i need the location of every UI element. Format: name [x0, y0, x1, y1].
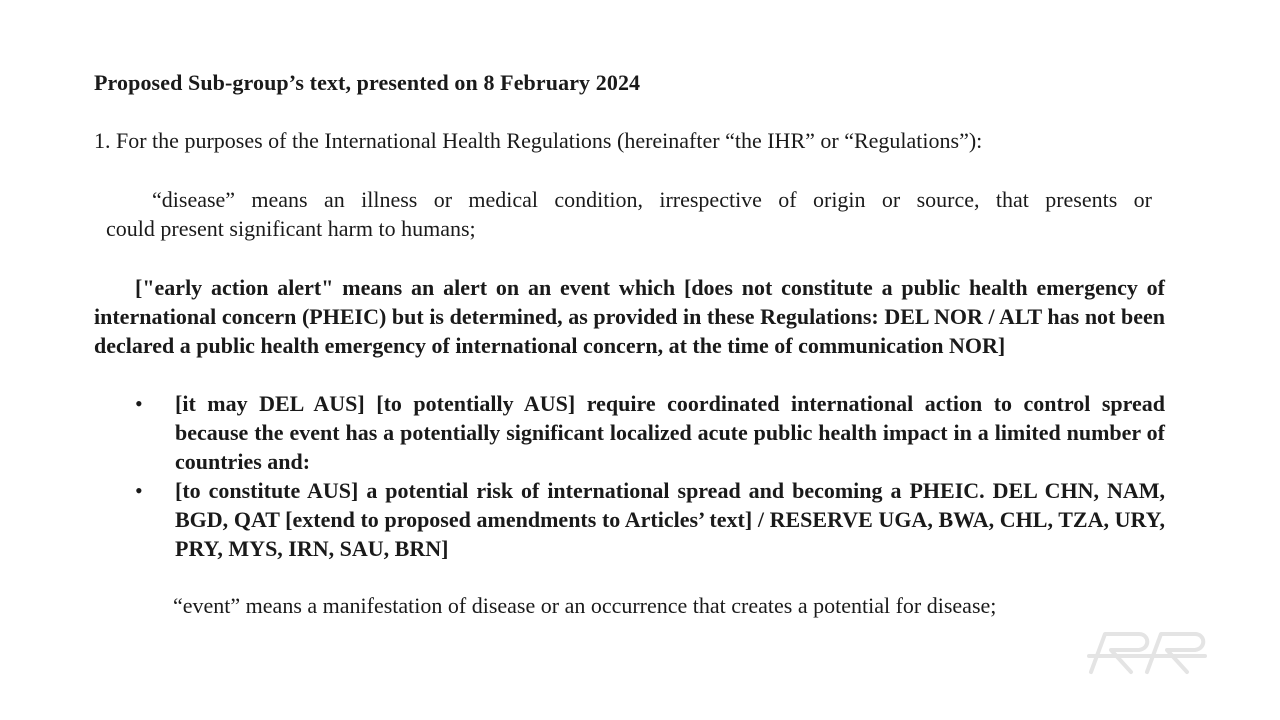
disease-definition [106, 185, 1152, 243]
disease-definition-line-1: “disease” means an illness or medical condition, irrespective of origin or source, that presents or [152, 187, 1152, 212]
bullet-icon: • [135, 391, 143, 416]
early-action-alert-definition: ["early action alert" means an alert on an event which [does not constitute a public health emergency of international concern (PHEIC) but is determined, as provided in these Regulations: DEL NOR / ALT has not been declared a public health emergency of international concern, at the time of communication NOR] [94, 275, 1165, 358]
rr-watermark-logo-icon [1087, 628, 1209, 678]
criteria-bullet-list [94, 389, 1165, 563]
list-item [94, 389, 1165, 476]
list-item [94, 476, 1165, 563]
intro-paragraph: 1. For the purposes of the International Health Regulations (hereinafter “the IHR” or “Regulations”): [94, 128, 983, 153]
event-definition: “event” means a manifestation of disease or an occurrence that creates a potential for disease; [173, 593, 997, 618]
disease-definition-line-2: could present significant harm to humans; [106, 216, 476, 241]
bullet-text-2: [to constitute AUS] a potential risk of international spread and becoming a PHEIC. DEL CHN, NAM, BGD, QAT [extend to proposed amendments to Articles’ text] / RESERVE UGA, BWA, CHL, TZA, URY, PRY, MYS, IRN, SAU, BRN] [175, 478, 1165, 561]
bullet-icon: • [135, 478, 143, 503]
document-heading: Proposed Sub-group’s text, presented on 8 February 2024 [94, 70, 641, 95]
bullet-text-1: [it may DEL AUS] [to potentially AUS] require coordinated international action to control spread because the event has a potentially significant localized acute public health impact in a limited number of countries and: [175, 391, 1165, 474]
